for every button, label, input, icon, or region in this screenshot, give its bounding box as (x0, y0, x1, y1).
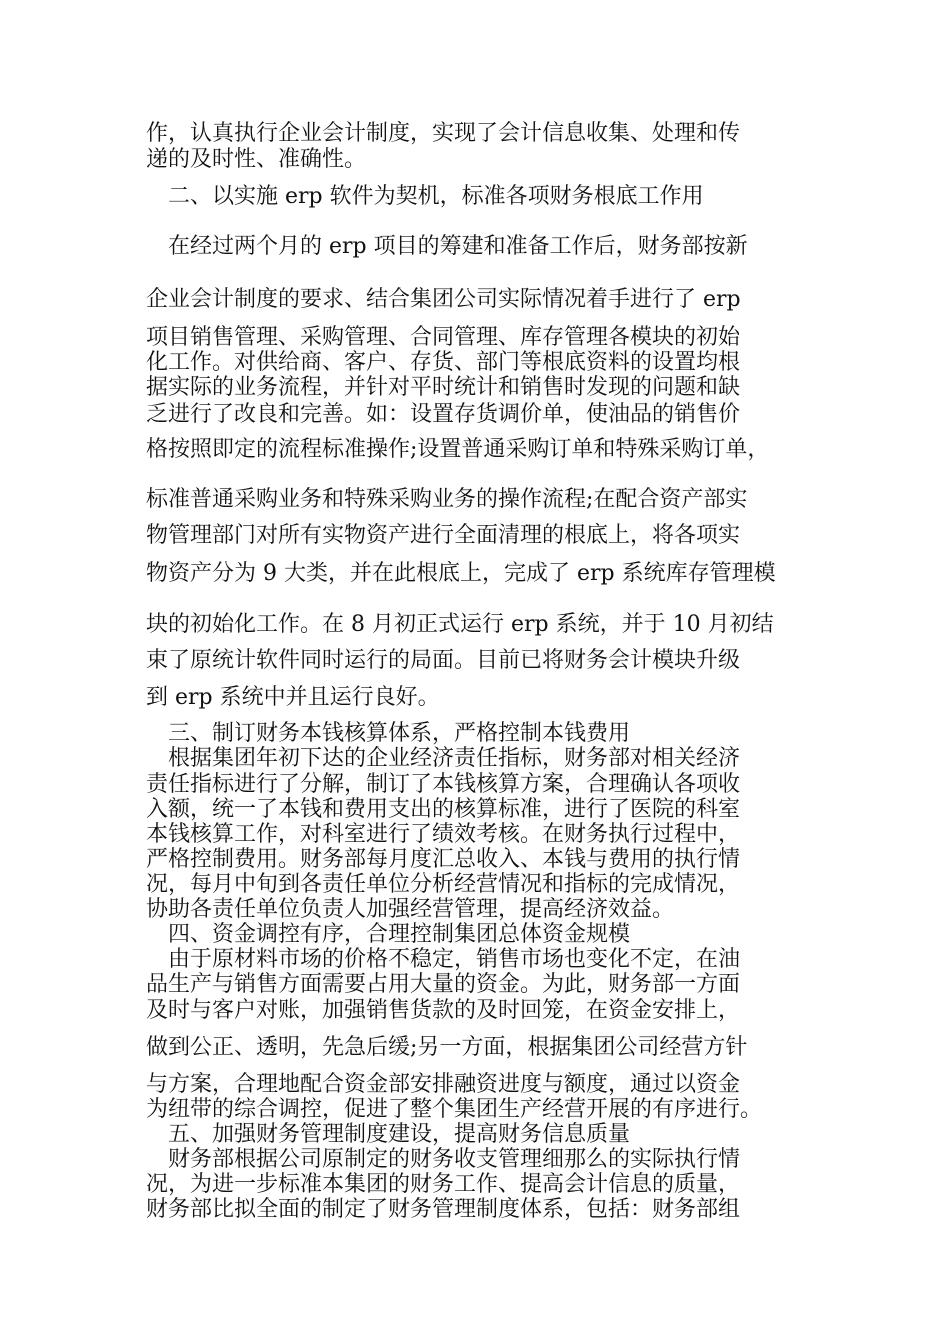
text-line: 乏进行了改良和完善。如：设置存货调价单，使油品的销售价 (146, 402, 741, 427)
text-line: 本钱核算工作，对科室进行了绩效考核。在财务执行过程中， (146, 822, 741, 847)
section-heading: 五、加强财务管理制度建设，提高财务信息质量 (146, 1122, 631, 1147)
text-line: 物管理部门对所有实物资产进行全面清理的根底上，将各项实 (146, 523, 741, 548)
text-line: 财务部根据公司原制定的财务收支管理细那么的实际执行情 (146, 1147, 741, 1172)
text-line: 入额，统一了本钱和费用支出的核算标准，进行了医院的科室 (146, 797, 741, 822)
text-line: 束了原统计软件同时运行的局面。目前已将财务会计模块升级 (146, 648, 741, 673)
section-heading: 三、制订财务本钱核算体系，严格控制本钱费用 (146, 721, 631, 746)
text-line: 由于原材料市场的价格不稳定，销售市场也变化不定，在油 (146, 947, 741, 972)
text-line: 况，为进一步标准本集团的财务工作、提高会计信息的质量， (146, 1172, 741, 1197)
text-line: 及时与客户对账，加强销售货款的及时回笼，在资金安排上， (146, 998, 741, 1023)
text-line: 严格控制费用。财务部每月度汇总收入、本钱与费用的执行情 (146, 847, 741, 872)
section-heading: 四、资金调控有序，合理控制集团总体资金规模 (146, 922, 631, 947)
text-line: 责任指标进行了分解，制订了本钱核算方案，合理确认各项收 (146, 772, 741, 797)
text-line: 根据集团年初下达的企业经济责任指标，财务部对相关经济 (146, 746, 741, 771)
text-line: 物资产分为 9 大类，并在此根底上，完成了 erp 系统库存管理模 (146, 561, 776, 586)
text-line: 格按照即定的流程标准操作;设置普通采购订单和特殊采购订单， (146, 437, 770, 462)
text-line: 化工作。对供给商、客户、存货、部门等根底资料的设置均根 (146, 350, 741, 375)
text-line: 在经过两个月的 erp 项目的筹建和准备工作后，财务部按新 (146, 234, 748, 259)
text-line: 项目销售管理、采购管理、合同管理、库存管理各模块的初始 (146, 325, 741, 350)
text-line: 与方案，合理地配合资金部安排融资进度与额度，通过以资金 (146, 1072, 741, 1097)
text-line: 块的初始化工作。在 8 月初正式运行 erp 系统，并于 10 月初结 (146, 612, 774, 637)
text-line: 做到公正、透明，先急后缓;另一方面，根据集团公司经营方针 (146, 1035, 748, 1060)
text-line: 企业会计制度的要求、结合集团公司实际情况着手进行了 erp (146, 287, 741, 312)
text-line: 财务部比拟全面的制定了财务管理制度体系，包括：财务部组 (146, 1197, 741, 1222)
text-line: 递的及时性、准确性。 (146, 147, 367, 172)
section-heading: 二、以实施 erp 软件为契机，标准各项财务根底工作用 (146, 184, 704, 209)
text-line: 到 erp 系统中并且运行良好。 (146, 685, 440, 710)
text-line: 品生产与销售方面需要占用大量的资金。为此，财务部一方面 (146, 972, 741, 997)
text-line: 据实际的业务流程，并针对平时统计和销售时发现的问题和缺 (146, 375, 741, 400)
text-line: 协助各责任单位负责人加强经营管理，提高经济效益。 (146, 897, 675, 922)
text-line: 况，每月中旬到各责任单位分析经营情况和指标的完成情况， (146, 872, 741, 897)
text-line: 为纽带的综合调控，促进了整个集团生产经营开展的有序进行。 (146, 1097, 763, 1122)
text-line: 作，认真执行企业会计制度，实现了会计信息收集、处理和传 (146, 121, 741, 146)
text-line: 标准普通采购业务和特殊采购业务的操作流程;在配合资产部实 (146, 487, 748, 512)
